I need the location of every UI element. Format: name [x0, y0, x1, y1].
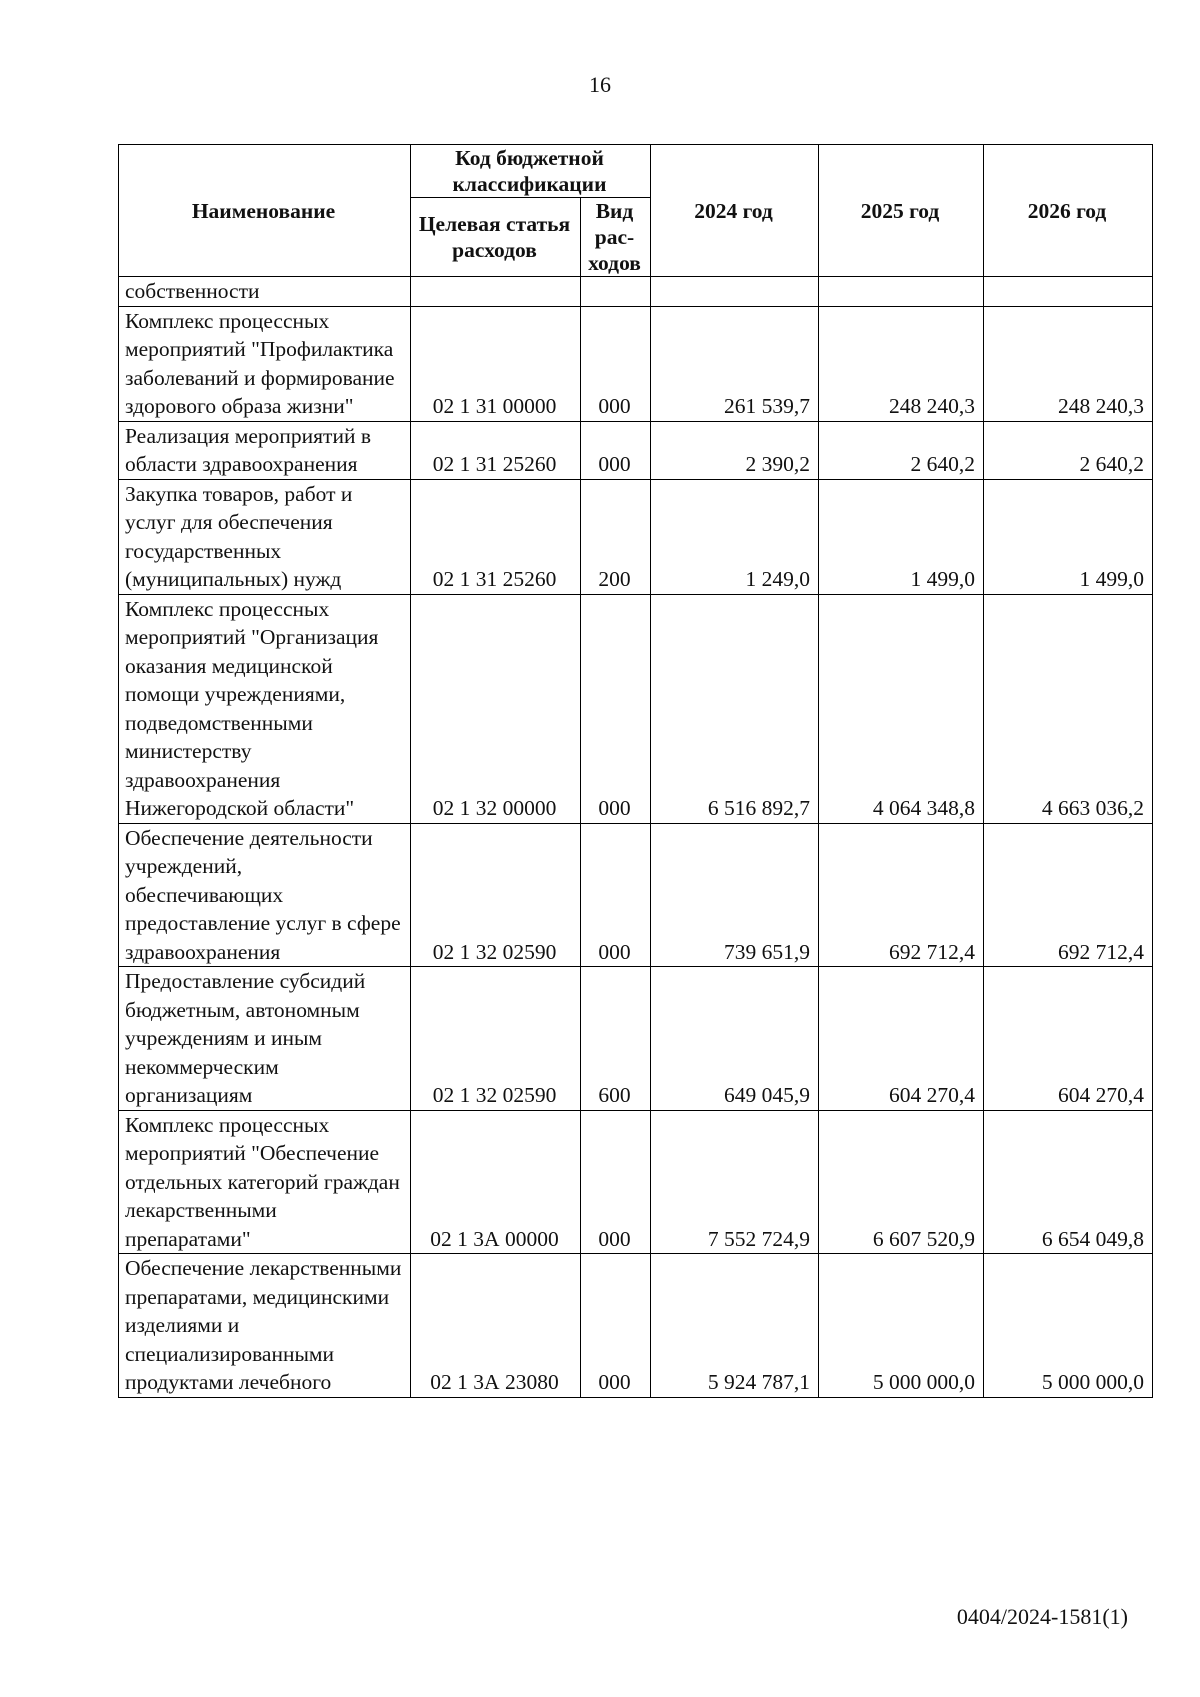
row-target-article: 02 1 3А 23080 — [411, 1254, 581, 1398]
row-expense-type: 200 — [581, 479, 651, 594]
table-row — [119, 1254, 1153, 1398]
row-target-article: 02 1 31 25260 — [411, 421, 581, 479]
row-amount-2026 — [984, 277, 1153, 307]
row-amount-2025: 248 240,3 — [819, 306, 984, 421]
row-amount-2025: 604 270,4 — [819, 967, 984, 1111]
row-target-article: 02 1 31 00000 — [411, 306, 581, 421]
row-amount-2024: 7 552 724,9 — [651, 1110, 819, 1254]
row-amount-2025: 692 712,4 — [819, 823, 984, 967]
row-expense-type: 000 — [581, 421, 651, 479]
row-amount-2025: 5 000 000,0 — [819, 1254, 984, 1398]
row-name: Реализация мероприятий в области здравоохранения — [119, 421, 411, 479]
row-amount-2024: 5 924 787,1 — [651, 1254, 819, 1398]
table-row — [119, 479, 1153, 594]
table-row — [119, 421, 1153, 479]
row-target-article: 02 1 3А 00000 — [411, 1110, 581, 1254]
row-name: Предоставление субсидий бюджетным, автономным учреждениям и иным некоммерческим организациям — [119, 967, 411, 1111]
header-budget-code: Код бюджетной классификации — [411, 145, 651, 198]
row-name: Обеспечение лекарственными препаратами, медицинскими изделиями и специализированными продуктами лечебного — [119, 1254, 411, 1398]
row-amount-2025: 1 499,0 — [819, 479, 984, 594]
header-2025: 2025 год — [819, 145, 984, 277]
row-amount-2024: 2 390,2 — [651, 421, 819, 479]
document-number: 0404/2024-1581(1) — [956, 1604, 1128, 1629]
row-amount-2024: 6 516 892,7 — [651, 594, 819, 823]
row-amount-2024: 649 045,9 — [651, 967, 819, 1111]
table-row — [119, 594, 1153, 823]
row-amount-2026: 5 000 000,0 — [984, 1254, 1153, 1398]
row-amount-2026: 248 240,3 — [984, 306, 1153, 421]
row-target-article: 02 1 31 25260 — [411, 479, 581, 594]
table-row — [119, 823, 1153, 967]
row-expense-type: 000 — [581, 594, 651, 823]
header-row — [119, 145, 1153, 198]
row-target-article: 02 1 32 02590 — [411, 967, 581, 1111]
row-amount-2026: 1 499,0 — [984, 479, 1153, 594]
row-amount-2024: 261 539,7 — [651, 306, 819, 421]
row-amount-2024: 739 651,9 — [651, 823, 819, 967]
row-target-article — [411, 277, 581, 307]
row-expense-type: 000 — [581, 823, 651, 967]
budget-table — [118, 144, 1153, 1398]
row-name: Закупка товаров, работ и услуг для обеспечения государственных (муниципальных) нужд — [119, 479, 411, 594]
row-name: Комплекс процессных мероприятий "Организация оказания медицинской помощи учреждениями, подведомственными министерству здравоохранения Нижегородской области" — [119, 594, 411, 823]
row-amount-2025: 4 064 348,8 — [819, 594, 984, 823]
row-amount-2025 — [819, 277, 984, 307]
row-name: Комплекс процессных мероприятий "Обеспечение отдельных категорий граждан лекарственными препаратами" — [119, 1110, 411, 1254]
row-amount-2024 — [651, 277, 819, 307]
header-2024: 2024 год — [651, 145, 819, 277]
header-expense-type: Вид рас-ходов — [581, 198, 651, 277]
row-name: собственности — [119, 277, 411, 307]
row-amount-2026: 2 640,2 — [984, 421, 1153, 479]
row-amount-2026: 4 663 036,2 — [984, 594, 1153, 823]
table-row — [119, 306, 1153, 421]
row-amount-2025: 2 640,2 — [819, 421, 984, 479]
row-amount-2026: 6 654 049,8 — [984, 1110, 1153, 1254]
row-amount-2025: 6 607 520,9 — [819, 1110, 984, 1254]
page-number: 16 — [589, 72, 611, 97]
row-expense-type: 000 — [581, 1110, 651, 1254]
table-row — [119, 277, 1153, 307]
header-target-article: Целевая статья расходов — [411, 198, 581, 277]
row-name: Комплекс процессных мероприятий "Профилактика заболеваний и формирование здорового образа жизни" — [119, 306, 411, 421]
row-name: Обеспечение деятельности учреждений, обеспечивающих предоставление услуг в сфере здравоохранения — [119, 823, 411, 967]
row-target-article: 02 1 32 00000 — [411, 594, 581, 823]
row-expense-type: 000 — [581, 1254, 651, 1398]
table-row — [119, 967, 1153, 1111]
header-2026: 2026 год — [984, 145, 1153, 277]
header-name: Наименование — [119, 145, 411, 277]
row-amount-2024: 1 249,0 — [651, 479, 819, 594]
row-amount-2026: 692 712,4 — [984, 823, 1153, 967]
table-row — [119, 1110, 1153, 1254]
row-expense-type: 000 — [581, 306, 651, 421]
row-amount-2026: 604 270,4 — [984, 967, 1153, 1111]
row-expense-type — [581, 277, 651, 307]
row-target-article: 02 1 32 02590 — [411, 823, 581, 967]
row-expense-type: 600 — [581, 967, 651, 1111]
